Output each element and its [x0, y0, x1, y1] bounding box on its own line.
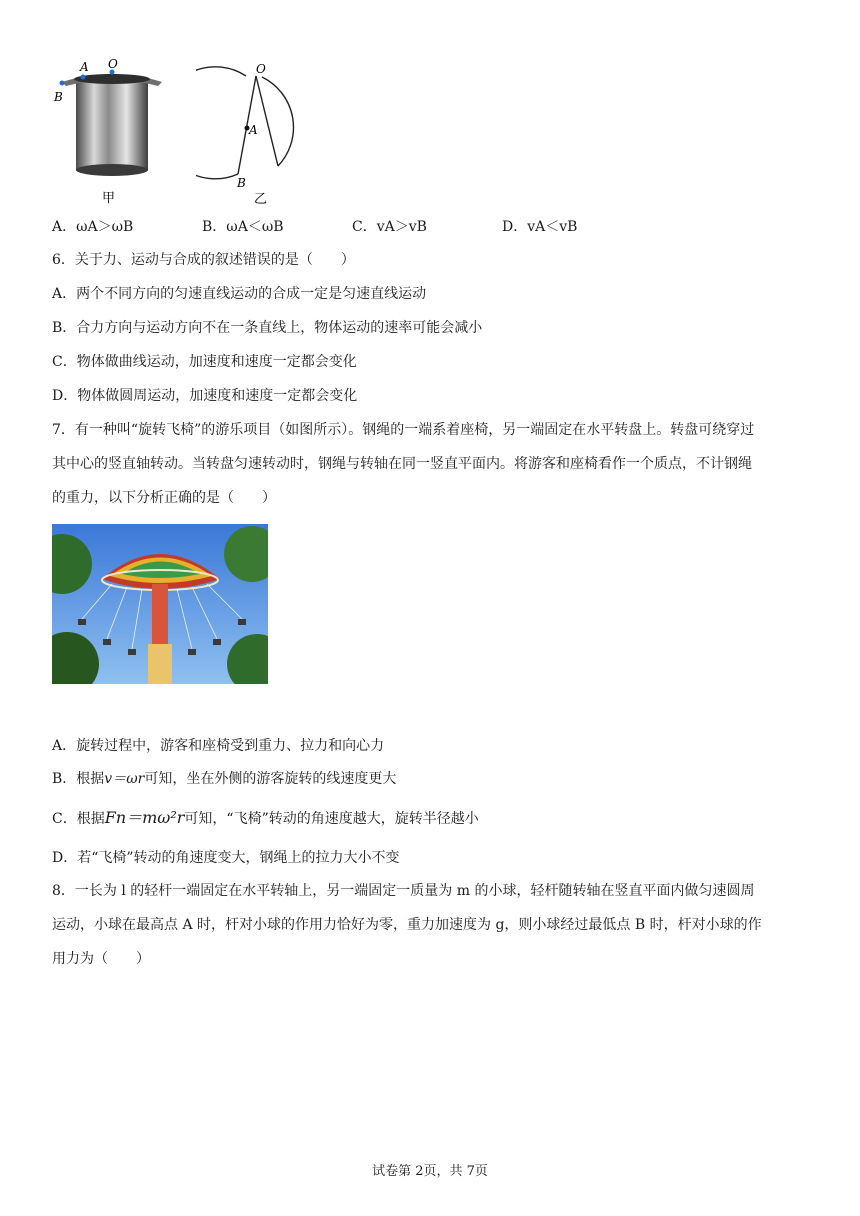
q6-stem: 6．关于力、运动与合成的叙述错误的是（ ） — [52, 252, 355, 268]
q7-stem-line-1: 7．有一种叫“旋转飞椅”的游乐项目（如图所示）。钢绳的一端系着座椅，另一端固定在水平转盘上。转盘可绕穿过 — [52, 422, 755, 438]
q7-option-b-prefix: B．根据 — [52, 771, 105, 787]
q7-option-a: A．旋转过程中，游客和座椅受到重力、拉力和向心力 — [52, 738, 385, 754]
q7-stem-line-2: 其中心的竖直轴转动。当转盘匀速转动时，钢绳与转轴在同一竖直平面内。将游客和座椅看作一个质点，不计钢绳 — [52, 456, 752, 472]
q7-option-c-prefix: C．根据 — [52, 811, 105, 827]
figure-jia-label-a: A — [80, 60, 89, 74]
q8-line-1: 8．一长为 l 的轻杆一端固定在水平转轴上，另一端固定一质量为 m 的小球，轻杆随转轴在竖直平面内做匀速圆周 — [52, 883, 755, 899]
figure-jia-caption: 甲 — [102, 191, 116, 206]
q7-stem — [52, 413, 812, 515]
q8-stem — [52, 874, 812, 976]
page-footer: 试卷第 2页，共 7页 — [372, 1164, 488, 1179]
q7-option-d: D．若“飞椅”转动的角速度变大，钢绳上的拉力大小不变 — [52, 850, 400, 866]
q5-option-a: A．ωA＞ωB — [52, 219, 134, 235]
q6-option-c: C．物体做曲线运动，加速度和速度一定都会变化 — [52, 354, 357, 370]
q7-stem-line-3: 的重力，以下分析正确的是（ ） — [52, 490, 276, 506]
q6-option-b: B．合力方向与运动方向不在一条直线上，物体运动的速率可能会减小 — [52, 320, 483, 336]
q7-option-c — [52, 808, 479, 829]
q7-option-c-formula: Fn＝mω²r — [104, 808, 185, 827]
figure-yi-label-a: A — [249, 123, 258, 137]
figure-jia-label-b: B — [54, 90, 63, 104]
figure-yi — [196, 62, 320, 208]
q7-option-b — [52, 769, 396, 789]
q6-option-d: D．物体做圆周运动，加速度和速度一定都会变化 — [52, 388, 358, 404]
q7-option-b-formula: v＝ωr — [104, 771, 145, 787]
q8-line-2: 运动，小球在最高点 A 时，杆对小球的作用力恰好为零，重力加速度为 g，则小球经过最低点 B 时，杆对小球的作 — [52, 917, 762, 933]
q6-option-a: A．两个不同方向的匀速直线运动的合成一定是匀速直线运动 — [52, 286, 427, 302]
q7-option-b-suffix: 可知，坐在外侧的游客旋转的线速度更大 — [144, 771, 397, 787]
q5-options — [52, 216, 752, 236]
q7-option-c-suffix: 可知，“飞椅”转动的角速度越大，旋转半径越小 — [184, 811, 479, 827]
q8-line-3: 用力为（ ） — [52, 951, 150, 967]
figure-yi-label-b: B — [237, 176, 246, 190]
flying-chairs-photo — [52, 524, 268, 684]
figure-jia-label-o: O — [108, 57, 118, 71]
figure-yi-label-o: O — [256, 62, 266, 76]
figure-jia — [52, 56, 167, 206]
q5-option-c: C．vA＞vB — [352, 219, 427, 235]
q5-option-b: B．ωA＜ωB — [202, 219, 284, 235]
figure-yi-caption: 乙 — [254, 192, 268, 207]
q5-option-d: D．vA＜vB — [502, 219, 578, 235]
